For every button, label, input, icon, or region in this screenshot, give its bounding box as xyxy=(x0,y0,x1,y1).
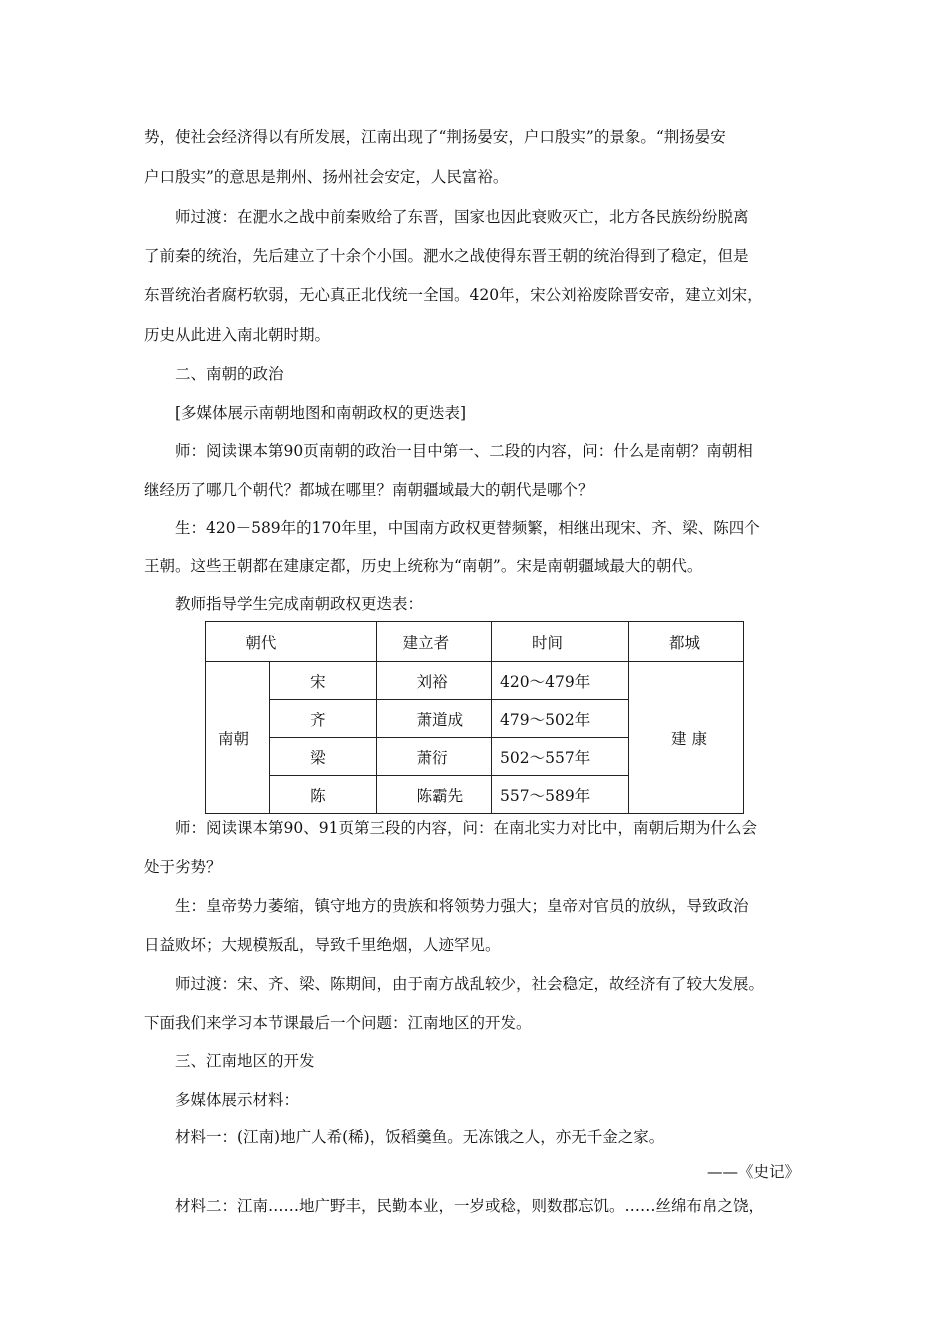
section-heading: 二、南朝的政治 xyxy=(175,365,284,383)
dynasty-cell: 宋 xyxy=(270,662,377,700)
table-row xyxy=(206,662,744,700)
period-cell: 479～502年 xyxy=(492,700,629,738)
paragraph-line: 教师指导学生完成南朝政权更迭表： xyxy=(175,595,424,613)
paragraph-line: 王朝。这些王朝都在建康定都，历史上统称为“南朝”。宋是南朝疆域最大的朝代。 xyxy=(144,557,703,575)
dynasty-cell: 梁 xyxy=(270,738,377,776)
paragraph-line: 日益败坏；大规模叛乱，导致千里绝烟，人迹罕见。 xyxy=(144,936,501,954)
paragraph-line: 师过渡：宋、齐、梁、陈期间，由于南方战乱较少，社会稳定，故经济有了较大发展。 xyxy=(175,975,765,993)
paragraph-line: 处于劣势？ xyxy=(144,858,222,876)
table-header: 朝代 xyxy=(206,622,377,662)
paragraph-line: 继经历了哪几个朝代？都城在哪里？南朝疆域最大的朝代是哪个？ xyxy=(144,481,594,499)
paragraph-line: 材料一：(江南)地广人希(稀)，饭稻羹鱼。无冻饿之人，亦无千金之家。 xyxy=(175,1128,665,1146)
capital-cell: 建 康 xyxy=(629,662,744,814)
paragraph-line: 师：阅读课本第90、91页第三段的内容，问：在南北实力对比中，南朝后期为什么会 xyxy=(175,819,757,837)
paragraph-line: 势，使社会经济得以有所发展，江南出现了“荆扬晏安，户口殷实”的景象。“荆扬晏安 xyxy=(144,128,726,146)
source-citation: ——《史记》 xyxy=(706,1163,800,1181)
paragraph-line: [多媒体展示南朝地图和南朝政权的更迭表] xyxy=(175,404,467,422)
dynasty-group-cell: 南朝 xyxy=(206,662,270,814)
period-cell: 420～479年 xyxy=(492,662,629,700)
paragraph-line: 了前秦的统治，先后建立了十余个小国。淝水之战使得东晋王朝的统治得到了稳定，但是 xyxy=(144,247,749,265)
founder-cell: 萧衍 xyxy=(376,738,491,776)
paragraph-line: 下面我们来学习本节课最后一个问题：江南地区的开发。 xyxy=(144,1014,532,1032)
table-header: 都城 xyxy=(629,622,744,662)
period-cell: 502～557年 xyxy=(492,738,629,776)
founder-cell: 萧道成 xyxy=(376,700,491,738)
section-heading: 三、江南地区的开发 xyxy=(175,1052,315,1070)
paragraph-line: 生：420－589年的170年里，中国南方政权更替频繁，相继出现宋、齐、梁、陈四个 xyxy=(175,519,760,537)
paragraph-line: 师：阅读课本第90页南朝的政治一目中第一、二段的内容，问：什么是南朝？南朝相 xyxy=(175,442,753,460)
southern-dynasties-table xyxy=(205,621,744,814)
paragraph-line: 师过渡：在淝水之战中前秦败给了东晋，国家也因此衰败灭亡，北方各民族纷纷脱离 xyxy=(175,208,749,226)
table-header: 时间 xyxy=(492,622,629,662)
paragraph-line: 多媒体展示材料： xyxy=(175,1091,300,1109)
period-cell: 557～589年 xyxy=(492,776,629,814)
paragraph-line: 东晋统治者腐朽软弱，无心真正北伐统一全国。420年，宋公刘裕废除晋安帝，建立刘宋， xyxy=(144,286,763,304)
table-header-row xyxy=(206,622,744,662)
dynasty-cell: 陈 xyxy=(270,776,377,814)
dynasty-cell: 齐 xyxy=(270,700,377,738)
founder-cell: 刘裕 xyxy=(376,662,491,700)
paragraph-line: 历史从此进入南北朝时期。 xyxy=(144,326,331,344)
paragraph-line: 户口殷实”的意思是荆州、扬州社会安定，人民富裕。 xyxy=(144,168,509,186)
paragraph-line: 生：皇帝势力萎缩，镇守地方的贵族和将领势力强大；皇帝对官员的放纵，导致政治 xyxy=(175,897,749,915)
table-header: 建立者 xyxy=(376,622,491,662)
founder-cell: 陈霸先 xyxy=(376,776,491,814)
paragraph-line: 材料二：江南……地广野丰，民勤本业，一岁或稔，则数郡忘饥。……丝绵布帛之饶， xyxy=(175,1197,765,1215)
